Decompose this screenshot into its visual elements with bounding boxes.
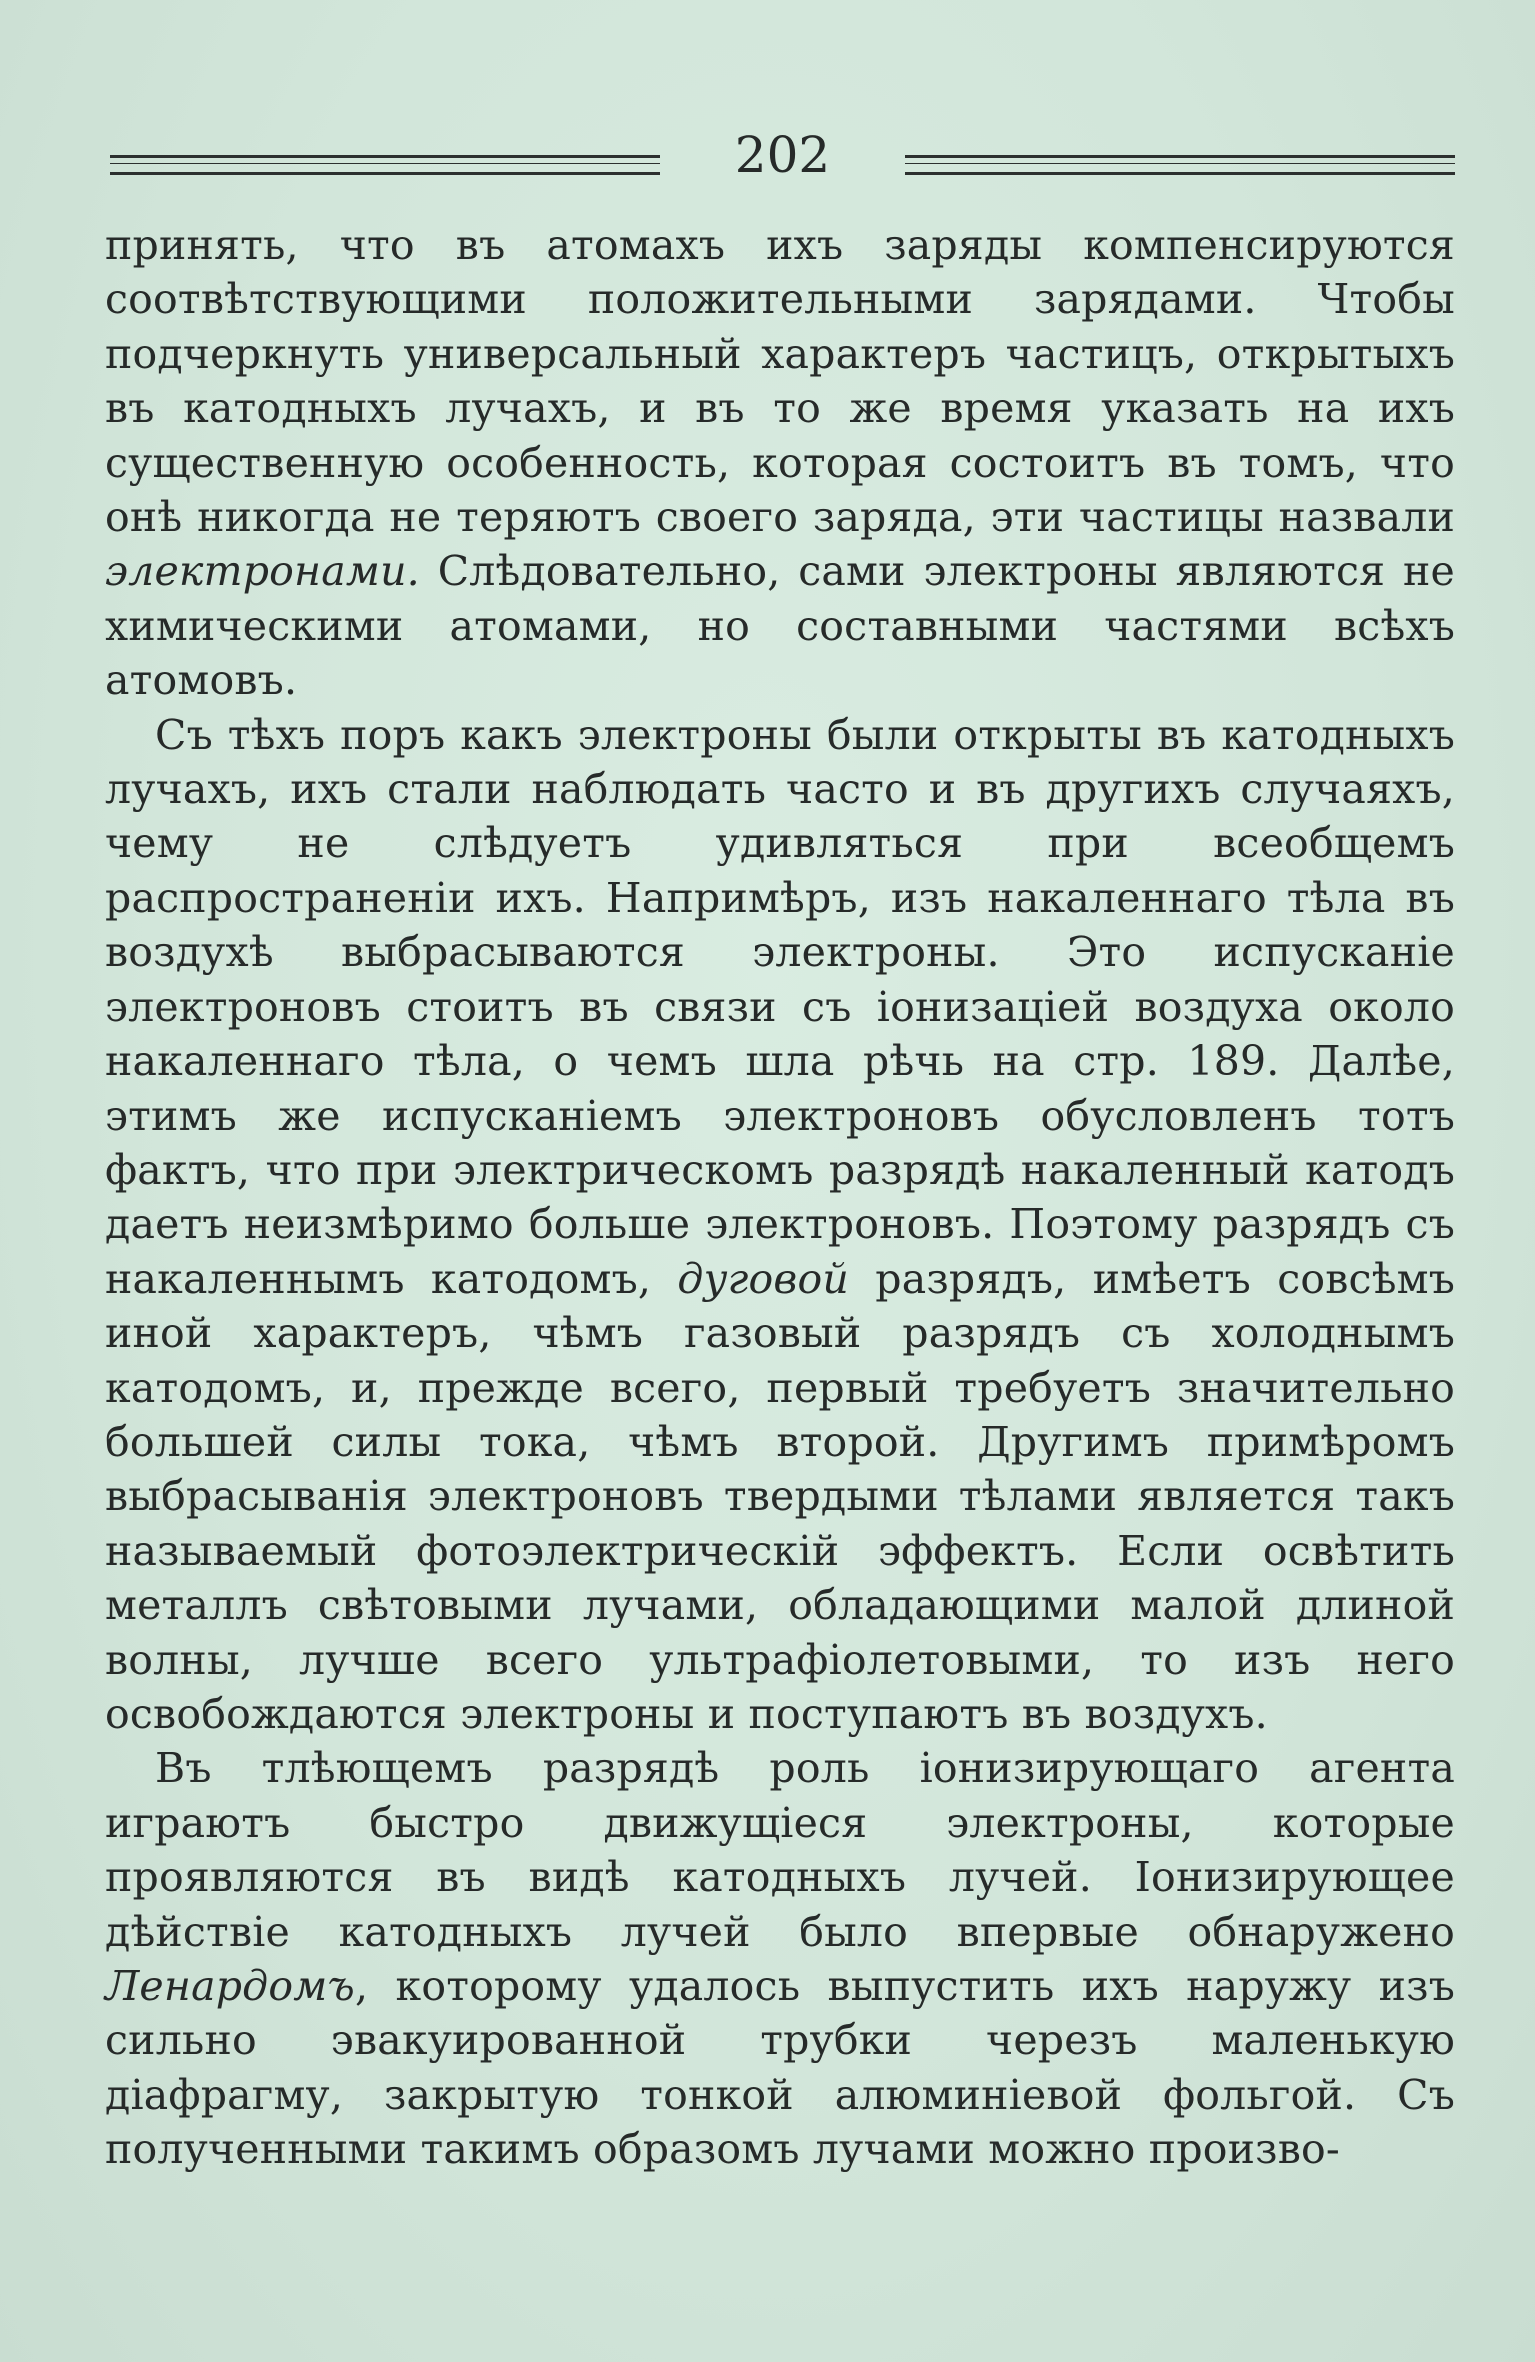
body-text (105, 218, 1455, 2177)
page-number: 202 (734, 126, 831, 184)
header-rule-right (905, 155, 1455, 175)
italic-term: дуговой (677, 1254, 849, 1303)
text-run: Съ тѣхъ поръ какъ электроны были открыты въ катодныхъ лучахъ, ихъ стали наблюдать часто и въ другихъ случаяхъ, чему не слѣдуетъ удивляться при всеобщемъ распространенiи ихъ. Напримѣръ, изъ накаленнаго тѣла въ воздухѣ выбрасываются электроны. Это испусканiе электроновъ стоитъ въ связи съ iонизацiей воздуха около накаленнаго тѣла, о чемъ шла рѣчь на стр. 189. Далѣе, этимъ же испусканiемъ электроновъ обусловленъ тотъ фактъ, что при электрическомъ разрядѣ накаленный катодъ даетъ неизмѣримо больше электроновъ. Поэтому разрядъ съ накаленнымъ катодомъ, (105, 710, 1455, 1303)
text-run: принять, что въ атомахъ ихъ заряды компенсируются соотвѣтствующими положительными зарядами. Чтобы подчеркнуть универсальный характеръ частицъ, открытыхъ въ катодныхъ лучахъ, и въ то же время указать на ихъ существенную особенность, которая состоитъ въ томъ, что онѣ никогда не теряютъ своего заряда, эти частицы назвали (105, 221, 1455, 542)
paragraph-2 (105, 708, 1455, 1742)
text-run: Въ тлѣющемъ разрядѣ роль iонизирующаго агента играютъ быстро движущiеся электроны, которые проявляются въ видѣ катодныхъ лучей. Iонизирующее дѣйствiе катодныхъ лучей было впервые обнаружено (105, 1744, 1455, 1956)
page-header (110, 125, 1455, 185)
paragraph-3 (105, 1741, 1455, 2176)
text-run: разрядъ, имѣетъ совсѣмъ иной характеръ, чѣмъ газовый разрядъ съ холоднымъ катодомъ, и, прежде всего, первый требуетъ значительно большей силы тока, чѣмъ второй. Другимъ примѣромъ выбрасыванiя электроновъ твердыми тѣлами является такъ называемый фотоэлектрическiй эффектъ. Если освѣтить металлъ свѣтовыми лучами, обладающими малой длиной волны, лучше всего ультрафiолетовыми, то изъ него освобождаются электроны и поступаютъ въ воздухъ. (105, 1254, 1455, 1738)
paragraph-1 (105, 218, 1455, 708)
text-run: Слѣдовательно, сами электроны являются не химическими атомами, но составными частями всѣхъ атомовъ. (105, 547, 1455, 705)
italic-term: электронами. (105, 547, 420, 596)
text-run: , которому удалось выпустить ихъ наружу изъ сильно эвакуированной трубки черезъ маленькую дiафрагму, закрытую тонкой алюминiевой фольгой. Съ полученными такимъ образомъ лучами можно произво- (105, 1962, 1455, 2174)
italic-name: Ленардомъ (105, 1962, 355, 2010)
header-rule-left (110, 155, 660, 175)
